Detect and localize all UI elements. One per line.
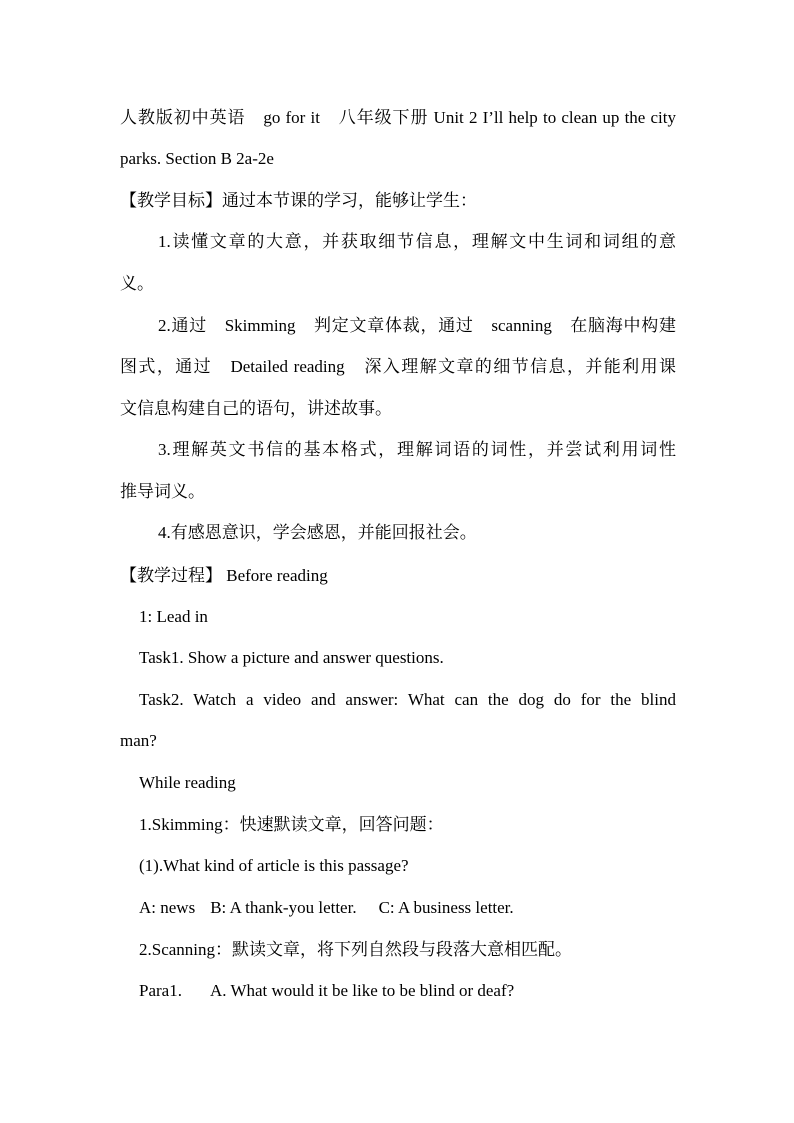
option-c: C: A business letter.	[378, 898, 514, 917]
lead-in: 1: Lead in	[139, 607, 208, 626]
objective-1-line-2: 义。	[120, 274, 154, 293]
process-heading: 【教学过程】 Before reading	[120, 566, 328, 585]
task-1: Task1. Show a picture and answer questions.	[139, 648, 444, 667]
while-reading-heading: While reading	[139, 773, 236, 792]
match-row-para-1	[139, 980, 676, 1002]
objectives-heading: 【教学目标】通过本节课的学习，能够让学生：	[120, 191, 477, 210]
task-2-line-2: man?	[120, 731, 157, 750]
task-2-line-1: Task2. Watch a video and answer: What can the dog do for the blind	[139, 690, 676, 709]
document-title-line-2: parks. Section B 2a-2e	[120, 149, 274, 168]
document-title-line-1: 人教版初中英语 go for it 八年级下册 Unit 2 I’ll help to clean up the city	[120, 108, 676, 127]
option-b: B: A thank-you letter.	[210, 898, 357, 917]
answer-options	[139, 897, 676, 919]
objective-3-line-2: 推导词义。	[120, 482, 205, 501]
objective-2-line-3: 文信息构建自己的语句，讲述故事。	[120, 399, 392, 418]
objective-1-line-1: 1.读懂文章的大意，并获取细节信息，理解文中生词和词组的意	[158, 232, 676, 251]
objective-4-line-1: 4.有感恩意识，学会感恩，并能回报社会。	[158, 523, 477, 542]
objective-2-line-1: 2.通过 Skimming 判定文章体裁，通过 scanning 在脑海中构建	[158, 316, 676, 335]
objective-2-line-2: 图式，通过 Detailed reading 深入理解文章的细节信息，并能利用课	[120, 357, 676, 376]
para-label: Para1.	[139, 981, 182, 1000]
para-option-a: A. What would it be like to be blind or deaf?	[209, 981, 515, 1000]
option-a: A: news	[139, 898, 196, 917]
skimming-instruction: 1.Skimming：快速默读文章，回答问题：	[139, 815, 444, 834]
skimming-question: (1).What kind of article is this passage?	[139, 856, 409, 875]
objective-3-line-1: 3.理解英文书信的基本格式，理解词语的词性，并尝试利用词性	[158, 440, 676, 459]
scanning-instruction: 2.Scanning：默读文章，将下列自然段与段落大意相匹配。	[139, 940, 573, 959]
